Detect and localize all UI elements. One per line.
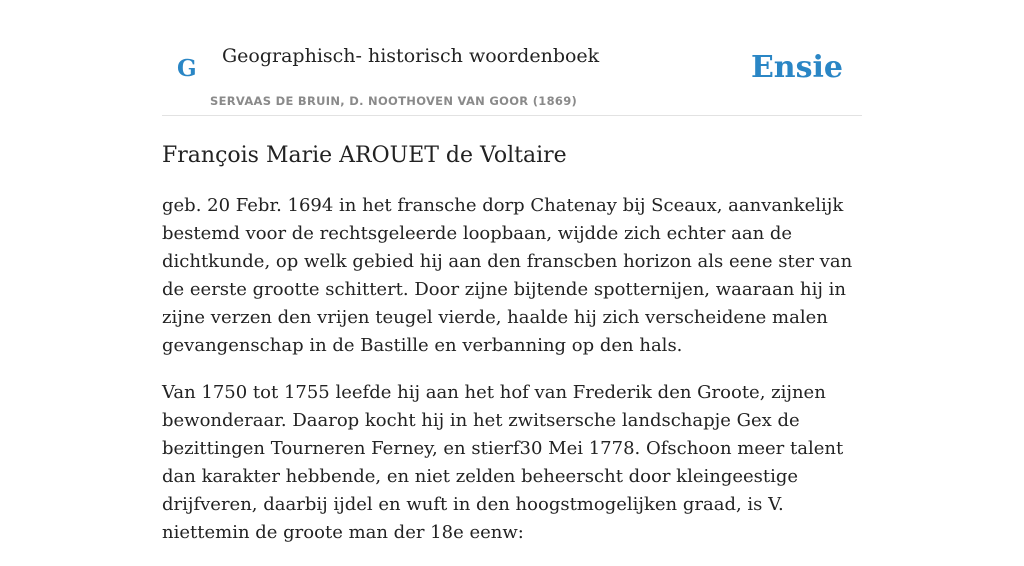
article-body [162, 192, 862, 547]
article-paragraph: geb. 20 Febr. 1694 in het fransche dorp Chatenay bij Sceaux, aanvankelijk bestemd voor de rechtsgeleerde loopbaan, wijdde zich echter aan de dichtkunde, op welk gebied hij aan den franscben horizon als eene ster van de eerste grootte schittert. Door zijne bijtende spotternijen, waaraan hij in zijne verzen den vrijen teugel vierde, haalde hij zich verscheidene malen gevangenschap in de Bastille en verbanning op den hals. [162, 195, 853, 356]
content-container [162, 0, 862, 566]
article-paragraph: Van 1750 tot 1755 leefde hij aan het hof van Frederik den Groote, zijnen bewonderaar. Daarop kocht hij in het zwitsersche landschapje Gex de bezittingen Tourneren Ferney, en stierf30 Mei 1778. Ofschoon meer talent dan karakter hebbende, en niet zelden beheerscht door kleingeestige drijfveren, daarbij ijdel en wuft in den hoogstmogelijken graad, is V. niettemin de groote man der 18e eenw: [162, 382, 844, 543]
article-title: François Marie AROUET de Voltaire [162, 143, 567, 168]
ensie-logo[interactable]: Ensie [750, 50, 843, 85]
header [162, 0, 862, 116]
book-title-link[interactable]: Geographisch- historisch woordenboek [222, 45, 600, 67]
book-letter-icon[interactable]: G [177, 55, 197, 82]
book-authors: SERVAAS DE BRUIN, D. NOOTHOVEN VAN GOOR (1869) [210, 94, 578, 108]
